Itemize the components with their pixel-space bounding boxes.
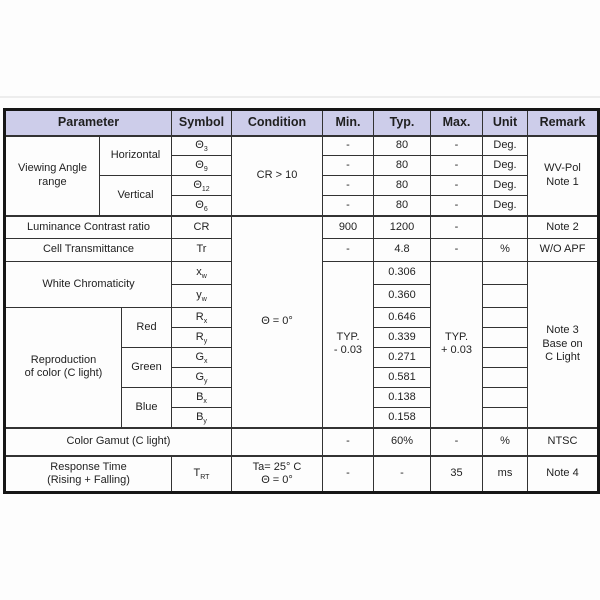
cell-max: - (431, 156, 483, 176)
col-header-symbol: Symbol (172, 110, 232, 136)
cell-min-typ-minus: TYP. - 0.03 (323, 262, 374, 428)
cell-typ: 0.138 (374, 388, 431, 408)
cell-unit: Deg. (483, 136, 528, 156)
col-header-unit: Unit (483, 110, 528, 136)
cell-symbol-gy: $G_y$ (172, 368, 232, 388)
cell-unit-empty (483, 285, 528, 308)
cell-symbol-rx: $R_x$ (172, 308, 232, 328)
cell-param-viewing-angle: Viewing Angle range (5, 136, 100, 216)
table-header-row (5, 110, 599, 136)
cell-max: - (431, 239, 483, 262)
cell-min: 900 (323, 216, 374, 239)
cell-symbol-cr: CR (172, 216, 232, 239)
col-header-condition: Condition (232, 110, 323, 136)
cell-subparam-green: Green (122, 348, 172, 388)
table-row (5, 456, 599, 493)
optical-spec-table (3, 108, 600, 494)
col-header-remark: Remark (528, 110, 599, 136)
col-header-parameter: Parameter (5, 110, 172, 136)
cell-max: - (431, 216, 483, 239)
cell-typ: 0.271 (374, 348, 431, 368)
cell-typ: 0.581 (374, 368, 431, 388)
cell-unit: ms (483, 456, 528, 493)
cell-condition-empty (232, 428, 323, 456)
cell-symbol-ry: $R_y$ (172, 328, 232, 348)
cell-symbol-trt: $T_{RT}$ (172, 456, 232, 493)
cell-typ: - (374, 456, 431, 493)
cell-typ: 80 (374, 176, 431, 196)
cell-symbol-yw: $y_w$ (172, 285, 232, 308)
cell-typ: 0.339 (374, 328, 431, 348)
cell-min: - (323, 456, 374, 493)
cell-condition-theta0: Θ = 0° (232, 216, 323, 428)
cell-remark: Note 2 (528, 216, 599, 239)
cell-remark: W/O APF (528, 239, 599, 262)
cell-min: - (323, 428, 374, 456)
cell-typ: 0.360 (374, 285, 431, 308)
cell-unit-empty (483, 262, 528, 285)
table-row (5, 428, 599, 456)
cell-typ: 60% (374, 428, 431, 456)
cell-max: - (431, 176, 483, 196)
cell-min: - (323, 176, 374, 196)
cell-symbol-theta6: $\Theta_6$ (172, 196, 232, 216)
cell-unit: Deg. (483, 156, 528, 176)
cell-subparam-vertical: Vertical (100, 176, 172, 216)
cell-unit-empty (483, 348, 528, 368)
cell-unit-empty (483, 328, 528, 348)
cell-unit: % (483, 428, 528, 456)
cell-param-luminance-cr: Luminance Contrast ratio (5, 216, 172, 239)
cell-remark: NTSC (528, 428, 599, 456)
cell-max: - (431, 196, 483, 216)
cell-typ: 80 (374, 196, 431, 216)
cell-min: - (323, 239, 374, 262)
cell-symbol-theta9: $\Theta_9$ (172, 156, 232, 176)
cell-remark-note3: Note 3 Base on C Light (528, 262, 599, 428)
cell-typ: 80 (374, 136, 431, 156)
cell-symbol-xw: $x_w$ (172, 262, 232, 285)
cell-symbol-theta12: $\Theta_{12}$ (172, 176, 232, 196)
cell-param-white-chromaticity: White Chromaticity (5, 262, 172, 308)
cell-typ: 1200 (374, 216, 431, 239)
cell-condition-response: Ta= 25° C Θ = 0° (232, 456, 323, 493)
cell-condition-cr10: CR > 10 (232, 136, 323, 216)
cell-param-color-reproduction: Reproduction of color (C light) (5, 308, 122, 428)
col-header-typ: Typ. (374, 110, 431, 136)
col-header-min: Min. (323, 110, 374, 136)
table-row (5, 216, 599, 239)
cell-unit-empty (483, 216, 528, 239)
cell-unit: Deg. (483, 176, 528, 196)
cell-typ: 0.646 (374, 308, 431, 328)
cell-typ: 0.306 (374, 262, 431, 285)
cell-remark-wvpol: WV-Pol Note 1 (528, 136, 599, 216)
cell-unit-empty (483, 308, 528, 328)
cell-typ: 80 (374, 156, 431, 176)
page-artifact-rule (0, 96, 600, 98)
cell-symbol-by: $B_y$ (172, 408, 232, 428)
cell-unit-empty (483, 408, 528, 428)
cell-symbol-theta3: $\Theta_3$ (172, 136, 232, 156)
cell-symbol-gx: $G_x$ (172, 348, 232, 368)
cell-min: - (323, 156, 374, 176)
cell-param-response-time: Response Time (Rising + Falling) (5, 456, 172, 493)
cell-unit: % (483, 239, 528, 262)
cell-unit-empty (483, 368, 528, 388)
cell-symbol-tr: Tr (172, 239, 232, 262)
cell-min: - (323, 196, 374, 216)
cell-param-color-gamut: Color Gamut (C light) (5, 428, 232, 456)
cell-subparam-red: Red (122, 308, 172, 348)
cell-param-transmittance: Cell Transmittance (5, 239, 172, 262)
cell-typ: 4.8 (374, 239, 431, 262)
cell-symbol-bx: $B_x$ (172, 388, 232, 408)
cell-min: - (323, 136, 374, 156)
col-header-max: Max. (431, 110, 483, 136)
cell-max: - (431, 428, 483, 456)
cell-typ: 0.158 (374, 408, 431, 428)
cell-subparam-blue: Blue (122, 388, 172, 428)
cell-remark: Note 4 (528, 456, 599, 493)
table-row (5, 136, 599, 156)
cell-max: 35 (431, 456, 483, 493)
cell-unit-empty (483, 388, 528, 408)
cell-max-typ-plus: TYP. + 0.03 (431, 262, 483, 428)
cell-unit: Deg. (483, 196, 528, 216)
cell-subparam-horizontal: Horizontal (100, 136, 172, 176)
cell-max: - (431, 136, 483, 156)
